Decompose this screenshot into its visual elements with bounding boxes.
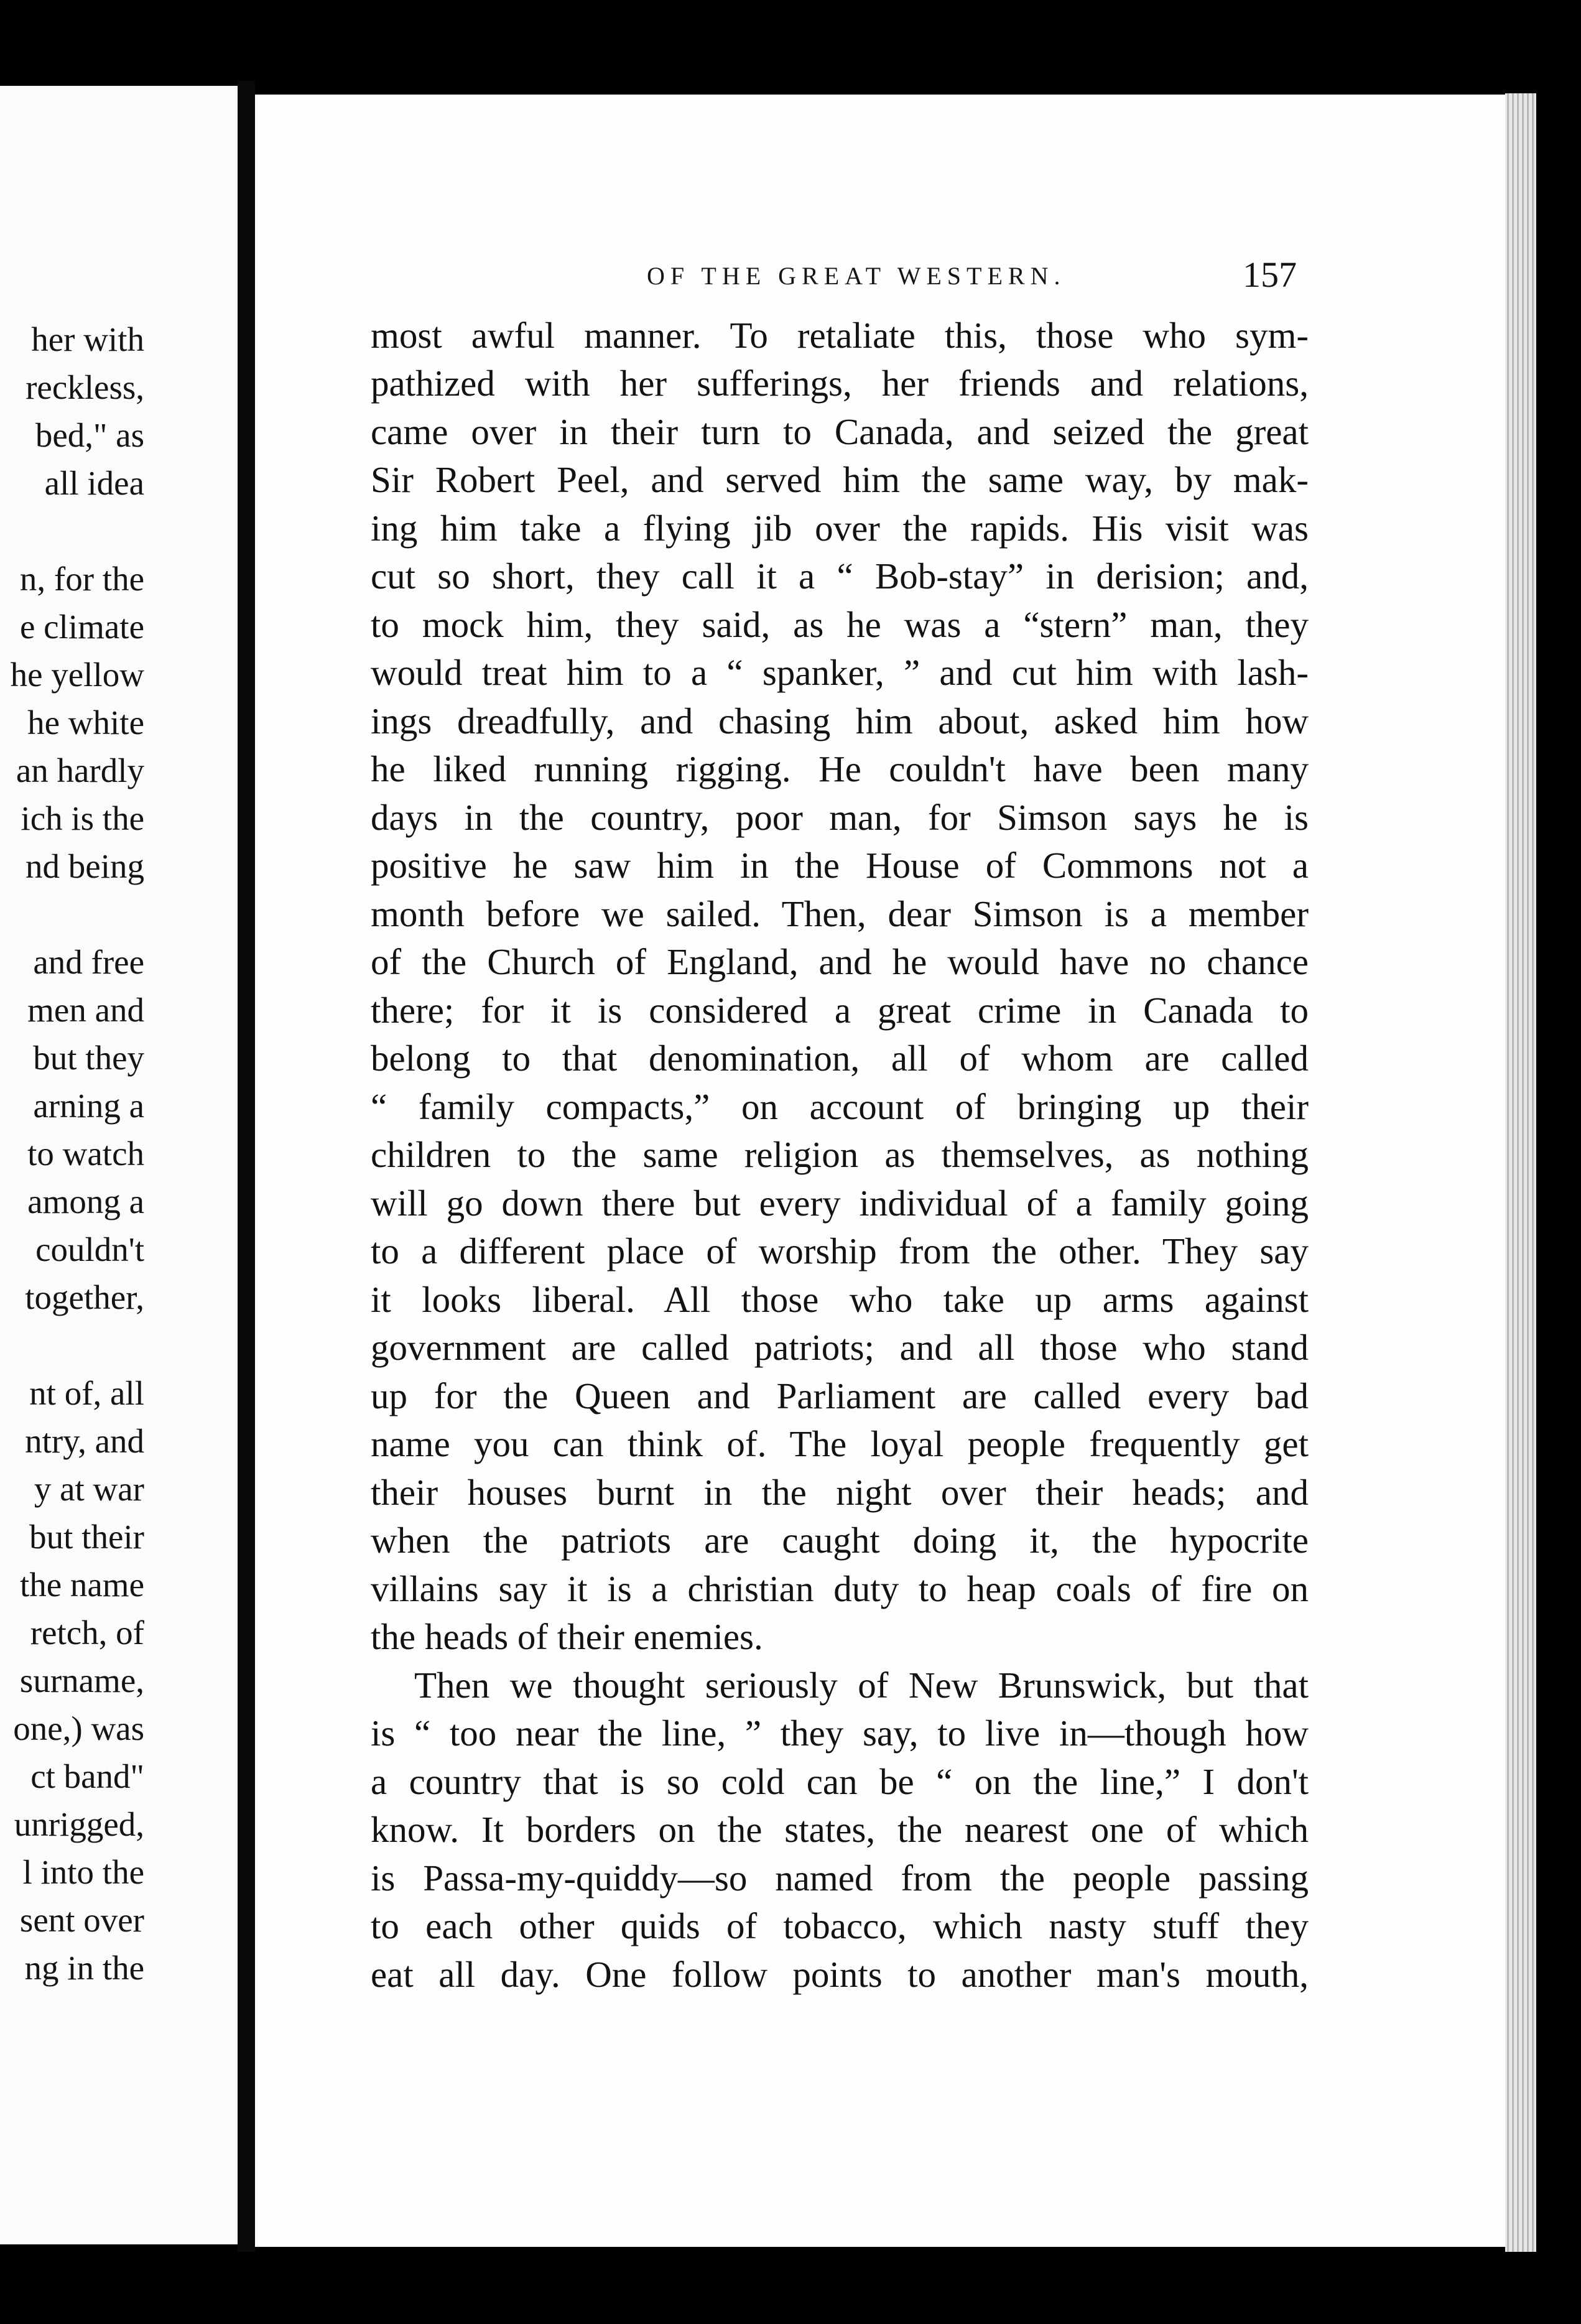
left-page-text-fragment: ntry, and	[25, 1422, 144, 1460]
left-page-text-fragment: couldn't	[35, 1230, 144, 1268]
text-line: to mock him, they said, as he was a “stern” man, they	[371, 604, 1309, 645]
text-line: he liked running rigging. He couldn't have been many	[371, 748, 1309, 789]
left-page-text-fragment: an hardly	[16, 751, 144, 789]
left-page-text-fragment: nd being	[26, 847, 144, 885]
left-page-text-fragment: sent over	[19, 1901, 144, 1939]
left-facing-page	[0, 86, 238, 2244]
left-page-text-fragment: nt of, all	[29, 1374, 144, 1412]
text-line: is “ too near the line, ” they say, to live in—though how	[371, 1713, 1309, 1754]
left-page-text-fragment: arning a	[33, 1087, 144, 1125]
text-line: days in the country, poor man, for Simson says he is	[371, 797, 1309, 838]
page-number: 157	[1243, 254, 1297, 295]
text-line: ing him take a flying jib over the rapids. His visit was	[371, 508, 1309, 549]
left-page-text-fragment: her with	[31, 320, 144, 358]
left-page-text-fragment: to watch	[27, 1135, 144, 1173]
left-page-text-fragment: l into the	[22, 1853, 144, 1891]
text-line: there; for it is considered a great crime in Canada to	[371, 990, 1309, 1031]
text-line: will go down there but every individual of a family going	[371, 1183, 1309, 1224]
text-line: eat all day. One follow points to another man's mouth,	[371, 1954, 1309, 1995]
left-page-text-fragment: he white	[27, 704, 144, 741]
text-line: know. It borders on the states, the nearest one of which	[371, 1809, 1309, 1850]
left-page-text-fragment: all idea	[44, 464, 144, 502]
text-line: ings dreadfully, and chasing him about, asked him how	[371, 700, 1309, 741]
left-page-text-fragment: n, for the	[19, 560, 144, 598]
text-line: “ family compacts,” on account of bringing up their	[371, 1086, 1309, 1127]
page-fore-edge	[1505, 93, 1536, 2252]
text-line: to each other quids of tobacco, which nasty stuff they	[371, 1905, 1309, 1946]
left-page-text-fragment: e climate	[19, 608, 144, 646]
left-page-text-fragment: one,) was	[13, 1709, 144, 1747]
left-page-text-fragment: y at war	[34, 1470, 144, 1508]
text-line: belong to that denomination, all of whom are called	[371, 1038, 1309, 1079]
text-line: to a different place of worship from the other. They say	[371, 1230, 1309, 1271]
text-line: positive he saw him in the House of Commons not a	[371, 845, 1309, 886]
text-line: month before we sailed. Then, dear Simson is a member	[371, 893, 1309, 934]
left-page-text-fragment: he yellow	[10, 656, 144, 694]
left-page-text-fragment: but they	[33, 1039, 144, 1077]
text-line: Sir Robert Peel, and served him the same way, by mak-	[371, 459, 1309, 500]
text-line: the heads of their enemies.	[371, 1616, 763, 1657]
text-line: Then we thought seriously of New Brunswick, but that	[414, 1665, 1309, 1706]
text-line: of the Church of England, and he would have no chance	[371, 941, 1309, 982]
book-gutter	[238, 81, 255, 2252]
left-page-text-fragment: men and	[27, 991, 144, 1029]
text-line: came over in their turn to Canada, and seized the great	[371, 411, 1309, 452]
left-page-text-fragment: ng in the	[24, 1949, 144, 1987]
text-line: government are called patriots; and all those who stand	[371, 1327, 1309, 1368]
text-line: when the patriots are caught doing it, the hypocrite	[371, 1520, 1309, 1561]
text-line: a country that is so cold can be “ on the line,” I don't	[371, 1761, 1309, 1802]
text-line: their houses burnt in the night over their heads; and	[371, 1472, 1309, 1513]
left-page-text-fragment: together,	[25, 1278, 144, 1316]
text-line: children to the same religion as themselves, as nothing	[371, 1134, 1309, 1175]
left-page-text-fragment: but their	[29, 1518, 144, 1556]
left-page-text-fragment: the name	[19, 1566, 144, 1604]
left-page-text-fragment: unrigged,	[14, 1805, 144, 1843]
text-line: up for the Queen and Parliament are called every bad	[371, 1375, 1309, 1416]
text-line: would treat him to a “ spanker, ” and cut him with lash-	[371, 652, 1309, 693]
left-page-text-fragment: among a	[27, 1183, 144, 1220]
left-page-text-fragment: bed," as	[35, 416, 144, 454]
text-line: most awful manner. To retaliate this, those who sym-	[371, 315, 1309, 356]
text-line: name you can think of. The loyal people frequently get	[371, 1423, 1309, 1464]
text-line: pathized with her sufferings, her friends and relations,	[371, 363, 1309, 404]
left-page-text-fragment: ct band"	[30, 1757, 144, 1795]
text-line: is Passa-my-quiddy—so named from the people passing	[371, 1857, 1309, 1899]
left-page-text-fragment: ich is the	[21, 799, 144, 837]
running-head: OF THE GREAT WESTERN.	[647, 262, 1066, 290]
left-page-text-fragment: and free	[33, 943, 144, 981]
left-page-text-fragment: retch, of	[30, 1614, 144, 1652]
left-page-text-fragment: reckless,	[26, 368, 144, 406]
left-page-text-fragment: surname,	[19, 1662, 144, 1699]
text-line: villains say it is a christian duty to heap coals of fire on	[371, 1568, 1309, 1609]
text-line: cut so short, they call it a “ Bob-stay” in derision; and,	[371, 555, 1309, 597]
text-line: it looks liberal. All those who take up arms against	[371, 1279, 1309, 1320]
